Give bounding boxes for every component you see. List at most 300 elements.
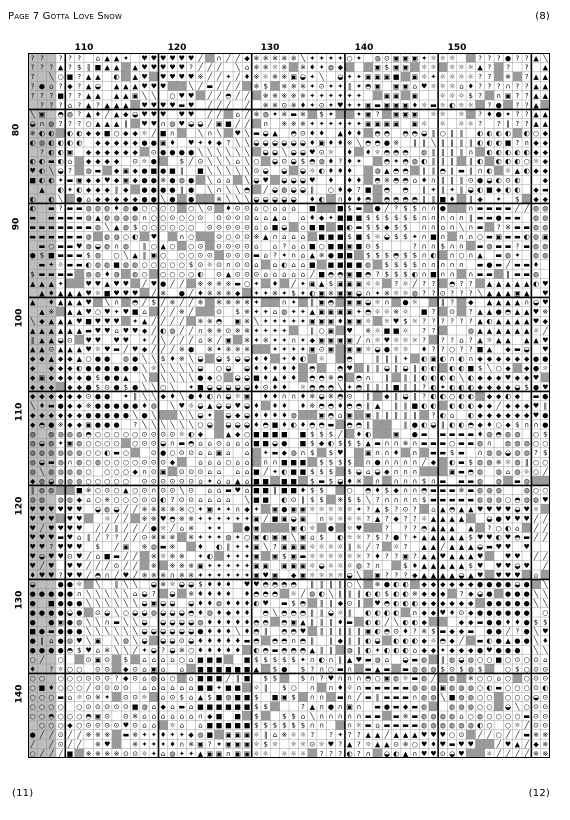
stitch-symbol: ◒ (383, 749, 390, 758)
shaded-cell (131, 279, 140, 288)
stitch-symbol: ▣ (318, 317, 325, 326)
stitch-symbol: ♦ (197, 543, 204, 552)
stitch-symbol: ● (113, 383, 120, 392)
stitch-symbol: ‖ (506, 270, 510, 279)
stitch-symbol: ◒ (94, 505, 101, 514)
stitch-symbol: ✦ (253, 505, 260, 514)
stitch-symbol: ✦ (262, 449, 269, 458)
stitch-symbol: ▬ (327, 420, 335, 429)
stitch-symbol: ╱ (235, 120, 240, 129)
stitch-symbol: ● (76, 599, 83, 608)
stitch-symbol: ◓ (365, 138, 372, 147)
stitch-symbol: ♥ (85, 289, 92, 298)
stitch-symbol: ◓ (253, 627, 260, 636)
stitch-symbol: ◐ (402, 580, 409, 589)
stitch-symbol: ■ (103, 129, 111, 138)
stitch-symbol: ▲ (514, 279, 521, 288)
stitch-symbol: ◒ (327, 608, 335, 617)
stitch-symbol: ? (468, 289, 473, 298)
stitch-symbol: ∩ (272, 458, 278, 467)
stitch-symbol: ◓ (383, 148, 390, 157)
stitch-symbol: ◓ (327, 298, 335, 307)
shaded-cell (75, 335, 84, 344)
stitch-symbol: ✦ (309, 73, 316, 82)
stitch-symbol: ✦ (225, 514, 232, 523)
stitch-symbol: ▬ (206, 82, 214, 91)
stitch-symbol: ▣ (206, 749, 214, 758)
stitch-symbol: ▣ (411, 120, 419, 129)
stitch-symbol: ● (85, 373, 92, 382)
stitch-symbol: ※ (206, 326, 213, 335)
stitch-symbol: ▣ (234, 740, 242, 749)
stitch-symbol: ◓ (346, 420, 353, 429)
stitch-symbol: ⌂ (291, 270, 296, 279)
stitch-symbol: ♥ (178, 73, 185, 82)
stitch-symbol: ● (495, 599, 502, 608)
stitch-symbol: ♥ (262, 599, 269, 608)
stitch-symbol: ? (459, 289, 464, 298)
stitch-symbol: ╱ (170, 317, 175, 326)
stitch-symbol: ▬ (458, 496, 465, 505)
stitch-symbol: ♥ (234, 129, 241, 138)
stitch-symbol: ◐ (365, 646, 372, 655)
stitch-symbol: ▲ (533, 73, 539, 82)
stitch-symbol: ∩ (468, 223, 474, 232)
shaded-cell (373, 523, 382, 532)
stitch-symbol: ∩ (430, 477, 437, 486)
stitch-symbol: ‖ (385, 355, 389, 364)
stitch-symbol: $ (263, 721, 268, 730)
stitch-symbol: ╲ (123, 618, 128, 627)
stitch-symbol: ● (94, 402, 101, 411)
stitch-symbol: ▲ (486, 279, 493, 288)
stitch-symbol: ◍ (57, 477, 64, 486)
stitch-symbol: ╲ (39, 467, 45, 476)
stitch-symbol: $ (431, 627, 436, 636)
shaded-cell (242, 288, 251, 297)
stitch-symbol: ▲ (48, 279, 54, 288)
stitch-symbol: ▲ (458, 543, 465, 552)
stitch-symbol: ● (495, 618, 502, 627)
stitch-symbol: ※ (94, 693, 101, 702)
stitch-symbol: $ (188, 261, 194, 270)
stitch-symbol: ○ (160, 270, 167, 279)
stitch-symbol: ╱ (543, 552, 548, 561)
stitch-symbol: ○ (188, 242, 195, 251)
stitch-symbol: ⊙ (216, 439, 223, 448)
stitch-symbol: $ (77, 63, 82, 72)
stitch-symbol: ■ (336, 251, 344, 260)
shaded-cell (149, 307, 158, 316)
stitch-symbol: ♥ (66, 524, 74, 533)
stitch-symbol: ♥ (122, 308, 130, 317)
stitch-symbol: ▣ (374, 63, 381, 72)
stitch-symbol: ☼ (439, 91, 446, 100)
stitch-symbol: ? (431, 279, 436, 288)
stitch-symbol: ◍ (94, 251, 101, 260)
stitch-symbol: ○ (504, 665, 512, 674)
stitch-symbol: ▲ (421, 533, 427, 542)
stitch-symbol: ⌂ (207, 458, 212, 467)
stitch-symbol: ▬ (411, 721, 419, 730)
stitch-symbol: ⊙ (318, 345, 325, 354)
stitch-symbol: ? (49, 101, 54, 110)
stitch-symbol: $ (347, 232, 352, 241)
stitch-symbol: ╱ (123, 514, 128, 523)
stitch-symbol: ▲ (514, 317, 521, 326)
stitch-symbol: ⌂ (254, 261, 259, 270)
stitch-symbol: ◆ (141, 345, 148, 354)
stitch-symbol: ♦ (206, 580, 213, 589)
stitch-symbol: ◆ (123, 110, 129, 119)
stitch-symbol: ▣ (392, 63, 400, 72)
stitch-symbol: ※ (458, 486, 465, 495)
stitch-symbol: ☼ (57, 261, 64, 270)
stitch-symbol: ♦ (365, 148, 372, 157)
stitch-symbol: ◓ (383, 157, 390, 166)
stitch-symbol: ☼ (318, 740, 325, 749)
stitch-symbol: ▣ (253, 533, 260, 542)
stitch-symbol: ⌂ (151, 712, 157, 721)
stitch-symbol: ◐ (76, 185, 83, 194)
stitch-symbol: ○ (523, 693, 530, 702)
shaded-cell (373, 316, 382, 325)
stitch-symbol: ☼ (421, 63, 428, 72)
stitch-symbol: ♥ (160, 82, 167, 91)
stitch-symbol: ? (515, 138, 520, 147)
stitch-symbol: ◒ (290, 138, 297, 147)
stitch-symbol: ⊙ (234, 242, 241, 251)
stitch-symbol: ■ (318, 270, 325, 279)
stitch-symbol: ◆ (486, 402, 493, 411)
stitch-symbol: ? (422, 383, 427, 392)
stitch-symbol: ※ (197, 298, 204, 307)
stitch-symbol: ╱ (114, 514, 119, 523)
shaded-cell (177, 81, 186, 90)
shaded-cell (168, 81, 177, 90)
stitch-symbol: ○ (178, 214, 185, 223)
stitch-symbol: ✦ (141, 731, 148, 740)
stitch-symbol: ▲ (95, 73, 101, 82)
stitch-symbol: ⊙ (533, 721, 539, 730)
stitch-symbol: ▲ (39, 289, 45, 298)
stitch-symbol: ■ (234, 721, 242, 730)
stitch-symbol: ⌂ (412, 176, 418, 185)
stitch-symbol: ◐ (57, 157, 64, 166)
stitch-symbol: ○ (66, 684, 74, 693)
shaded-cell (485, 739, 494, 748)
stitch-symbol: ▲ (533, 82, 539, 91)
row-label-130: 130 (14, 590, 25, 610)
stitch-symbol: ◐ (486, 129, 493, 138)
stitch-symbol: ◍ (29, 449, 36, 458)
stitch-symbol: ▣ (542, 232, 549, 241)
stitch-symbol: ※ (85, 731, 92, 740)
stitch-symbol: ∩ (449, 214, 455, 223)
shaded-cell (28, 260, 37, 269)
stitch-symbol: ✦ (355, 505, 362, 514)
stitch-symbol: ✦ (188, 383, 195, 392)
stitch-symbol: ▬ (225, 486, 232, 495)
stitch-symbol: ‖ (357, 637, 361, 646)
stitch-symbol: $ (449, 449, 455, 458)
shaded-cell (429, 467, 438, 476)
stitch-symbol: ╲ (30, 317, 35, 326)
shaded-cell (47, 53, 56, 62)
stitch-symbol: ◆ (132, 129, 138, 138)
stitch-symbol: ☼ (402, 345, 409, 354)
stitch-symbol: ♦ (467, 82, 474, 91)
stitch-symbol: ◒ (188, 120, 195, 129)
stitch-symbol: ▲ (95, 120, 101, 129)
shaded-cell (494, 72, 503, 81)
stitch-symbol: ◓ (365, 195, 372, 204)
stitch-symbol: ◐ (197, 270, 204, 279)
stitch-symbol: ▬ (374, 439, 381, 448)
stitch-symbol: ⌂ (300, 214, 306, 223)
stitch-symbol: ○ (449, 731, 456, 740)
stitch-symbol: ♦ (262, 355, 269, 364)
stitch-symbol: ▲ (160, 242, 166, 251)
stitch-symbol: ◆ (123, 138, 129, 147)
stitch-symbol: ⊙ (169, 430, 176, 439)
stitch-symbol: ▬ (542, 185, 549, 194)
stitch-symbol: ● (495, 637, 502, 646)
stitch-symbol: ☼ (374, 308, 381, 317)
stitch-symbol: ╱ (384, 618, 389, 627)
stitch-symbol: ◆ (384, 223, 390, 232)
shaded-cell (373, 749, 382, 758)
shaded-cell (149, 636, 158, 645)
shaded-cell (37, 739, 46, 748)
stitch-symbol: ◍ (430, 684, 437, 693)
stitch-symbol: ○ (85, 458, 92, 467)
stitch-symbol: ◆ (67, 392, 73, 401)
stitch-symbol: ◒ (38, 552, 46, 561)
stitch-symbol: ◒ (178, 627, 185, 636)
stitch-symbol: ○ (477, 702, 484, 711)
stitch-symbol: ▲ (514, 298, 521, 307)
stitch-symbol: ✦ (272, 345, 278, 354)
stitch-symbol: ╲ (543, 590, 548, 599)
stitch-symbol: ∩ (458, 232, 465, 241)
stitch-symbol: ⊙ (85, 702, 92, 711)
stitch-symbol: ∩ (393, 458, 399, 467)
shaded-cell (308, 598, 317, 607)
stitch-symbol: ♦ (206, 618, 213, 627)
stitch-symbol: ∩ (449, 270, 455, 279)
stitch-symbol: ? (114, 674, 119, 683)
stitch-symbol: ▲ (486, 298, 493, 307)
stitch-symbol: ◐ (38, 167, 46, 176)
stitch-symbol: ◆ (486, 373, 493, 382)
stitch-symbol: ○ (290, 684, 297, 693)
stitch-symbol: ▲ (104, 101, 110, 110)
stitch-symbol: ▣ (225, 731, 232, 740)
stitch-symbol: ◍ (48, 439, 55, 448)
stitch-symbol: ◐ (486, 148, 493, 157)
stitch-symbol: ● (85, 383, 92, 392)
stitch-symbol: ● (29, 731, 36, 740)
stitch-symbol: ※ (188, 571, 195, 580)
stitch-symbol: ♦ (197, 637, 204, 646)
stitch-symbol: ◐ (523, 167, 530, 176)
shaded-cell (364, 523, 373, 532)
stitch-symbol: ∩ (458, 242, 465, 251)
shaded-cell (364, 128, 373, 137)
stitch-symbol: ? (68, 63, 72, 72)
stitch-symbol: ▲ (505, 289, 511, 298)
stitch-symbol: ⊙ (188, 449, 195, 458)
stitch-symbol: ╱ (524, 740, 529, 749)
stitch-symbol: ▲ (384, 167, 390, 176)
stitch-symbol: ■ (113, 261, 120, 270)
stitch-symbol: ♥ (150, 232, 157, 241)
stitch-symbol: ◍ (85, 204, 92, 213)
stitch-symbol: ○ (76, 674, 83, 683)
stitch-symbol: ♥ (355, 655, 363, 664)
stitch-symbol: ▬ (113, 618, 120, 627)
stitch-symbol: ◓ (439, 637, 446, 646)
stitch-symbol: ✦ (216, 571, 223, 580)
stitch-symbol: ○ (542, 439, 549, 448)
stitch-symbol: ◐ (411, 637, 418, 646)
stitch-symbol: ◒ (271, 439, 279, 448)
stitch-symbol: ▲ (197, 693, 204, 702)
stitch-symbol: ∩ (374, 449, 381, 458)
stitch-symbol: ♥ (141, 120, 148, 129)
stitch-symbol: ╱ (133, 552, 138, 561)
stitch-symbol: $ (347, 496, 352, 505)
shaded-cell (140, 288, 149, 297)
stitch-symbol: ∩ (151, 486, 157, 495)
stitch-symbol: $ (375, 214, 380, 223)
stitch-symbol: ☼ (337, 561, 344, 570)
stitch-symbol: ☼ (421, 120, 428, 129)
stitch-symbol: ▲ (514, 740, 521, 749)
stitch-symbol: ◍ (374, 54, 381, 63)
stitch-symbol: ╱ (151, 326, 156, 335)
stitch-symbol: ✦ (318, 63, 325, 72)
stitch-symbol: ╱ (496, 402, 501, 411)
stitch-symbol: ◒ (160, 439, 167, 448)
stitch-symbol: ◍ (66, 110, 74, 119)
stitch-symbol: ⊙ (85, 721, 92, 730)
stitch-symbol: ● (477, 646, 484, 655)
stitch-symbol: ▬ (299, 552, 307, 561)
stitch-symbol: ※ (402, 740, 409, 749)
stitch-symbol: ▬ (290, 110, 297, 119)
stitch-symbol: ▲ (533, 120, 539, 129)
stitch-symbol: ◆ (542, 195, 549, 204)
stitch-symbol: ▣ (290, 524, 297, 533)
stitch-symbol: ♥ (439, 608, 446, 617)
shaded-cell (121, 438, 130, 447)
stitch-symbol: ◒ (169, 618, 176, 627)
stitch-symbol: ♥ (94, 317, 102, 326)
stitch-symbol: ▬ (430, 449, 437, 458)
stitch-symbol: ╱ (151, 317, 156, 326)
stitch-symbol: ◆ (524, 373, 530, 382)
stitch-symbol: ※ (290, 82, 297, 91)
stitch-symbol: ✦ (197, 514, 204, 523)
stitch-symbol: ✦ (346, 73, 353, 82)
stitch-symbol: ╲ (49, 73, 54, 82)
stitch-symbol: ○ (57, 674, 64, 683)
stitch-symbol: ◍ (495, 496, 502, 505)
stitch-symbol: ▬ (47, 627, 55, 636)
stitch-symbol: ? (366, 505, 371, 514)
stitch-symbol: $ (533, 618, 539, 627)
stitch-symbol: ? (68, 91, 72, 100)
stitch-symbol: ✦ (328, 214, 334, 223)
stitch-symbol: ♥ (178, 91, 185, 100)
stitch-symbol: ⊙ (234, 261, 241, 270)
stitch-symbol: ∩ (309, 684, 315, 693)
stitch-symbol: ◆ (123, 674, 129, 683)
stitch-symbol: $ (440, 242, 446, 251)
stitch-symbol: ■ (103, 289, 111, 298)
stitch-symbol: ♦ (299, 101, 307, 110)
stitch-symbol: ◆ (207, 373, 213, 382)
stitch-symbol: ■ (47, 251, 55, 260)
stitch-symbol: $ (291, 712, 296, 721)
stitch-symbol: ⊙ (113, 721, 120, 730)
stitch-symbol: ◐ (486, 138, 493, 147)
stitch-symbol: ▬ (514, 214, 521, 223)
stitch-symbol: ♦ (215, 608, 223, 617)
stitch-symbol: ◍ (374, 655, 381, 664)
stitch-symbol: ◒ (271, 185, 279, 194)
shaded-cell (401, 608, 410, 617)
stitch-symbol: ◒ (150, 627, 157, 636)
stitch-symbol: ⌂ (216, 486, 222, 495)
stitch-symbol: ♦ (215, 618, 223, 627)
stitch-symbol: ☼ (365, 345, 372, 354)
stitch-symbol: ○ (486, 674, 493, 683)
stitch-symbol: ◒ (262, 148, 269, 157)
stitch-symbol: ◐ (514, 185, 521, 194)
stitch-symbol: ▬ (47, 214, 55, 223)
stitch-symbol: ◓ (467, 420, 474, 429)
stitch-symbol: ♥ (57, 505, 64, 514)
stitch-symbol: ※ (160, 176, 167, 185)
stitch-symbol: ? (133, 420, 138, 429)
stitch-symbol: ○ (504, 721, 512, 730)
stitch-symbol: ∩ (263, 120, 269, 129)
stitch-symbol: ◍ (458, 684, 465, 693)
shaded-cell (224, 655, 233, 664)
stitch-symbol: ♥ (421, 740, 428, 749)
stitch-symbol: ⌂ (216, 467, 222, 476)
stitch-symbol: ♦ (197, 289, 204, 298)
stitch-symbol: ▣ (355, 298, 363, 307)
stitch-symbol: ○ (113, 486, 120, 495)
stitch-symbol: ◆ (85, 185, 92, 194)
stitch-symbol: ※ (393, 138, 400, 147)
stitch-symbol: ◒ (271, 157, 279, 166)
stitch-symbol: $ (468, 91, 474, 100)
stitch-symbol: ▣ (383, 674, 391, 683)
stitch-symbol: ☼ (458, 110, 465, 119)
stitch-symbol: ◒ (188, 618, 195, 627)
stitch-symbol: ▬ (122, 731, 130, 740)
stitch-symbol: ◐ (113, 73, 120, 82)
stitch-symbol: ╱ (487, 731, 492, 740)
stitch-symbol: ■ (75, 486, 83, 495)
stitch-symbol: ‖ (469, 138, 473, 147)
shaded-cell (466, 636, 475, 645)
